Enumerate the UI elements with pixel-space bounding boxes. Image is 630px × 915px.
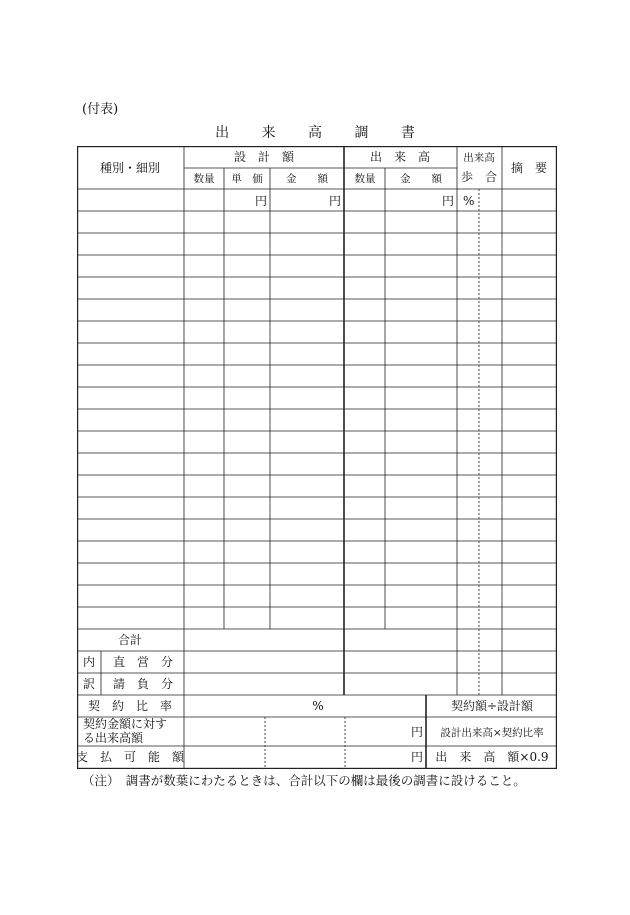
title-char: 来	[261, 125, 276, 141]
direct-part-label: 直 営 分	[112, 655, 174, 669]
progress-rate-percent: %	[463, 194, 475, 208]
title-char: 書	[400, 125, 415, 141]
payable-amount-label: 支 払 可 能 額	[75, 750, 185, 764]
progress-rate-header-line1: 出来高	[463, 152, 495, 164]
table-grid	[77, 146, 557, 769]
design-unit-price-header: 単 価	[231, 173, 263, 185]
col-type-detail-header: 種別・細別	[99, 161, 161, 175]
progress-survey-table	[77, 146, 557, 769]
design-amount-header: 設 計 額	[233, 150, 295, 164]
breakdown-label-2: 訳	[82, 677, 96, 691]
unit-price-yen: 円	[254, 194, 267, 208]
breakdown-label-1: 内	[82, 655, 96, 669]
contract-amount-label-line1: 契約金額に対す	[83, 717, 168, 731]
contract-ratio-formula: 契約額÷設計額	[450, 699, 534, 713]
contract-amount-label-line2: る出来高額	[83, 731, 144, 745]
design-quantity-header: 数量	[193, 173, 215, 185]
attachment-label: (付表)	[82, 102, 119, 117]
progress-quantity-header: 数量	[354, 173, 376, 185]
contract-part-label: 請 負 分	[112, 677, 174, 691]
title-char: 出	[215, 125, 230, 141]
contract-amount-yen: 円	[410, 725, 423, 739]
remarks-header: 摘 要	[510, 161, 548, 175]
payable-amount-formula: 出 来 高 額×0.9	[435, 750, 549, 764]
title-char: 高	[308, 125, 322, 141]
title-char: 調	[354, 125, 369, 141]
contract-amount-formula: 設計出来高×契約比率	[440, 727, 544, 739]
design-amount-subheader: 金 額	[286, 173, 328, 185]
progress-header: 出 来 高	[369, 150, 431, 164]
progress-rate-header-line2: 歩 合	[460, 170, 498, 184]
progress-amount-yen: 円	[441, 194, 454, 208]
progress-amount-subheader: 金 額	[400, 173, 442, 185]
contract-ratio-percent: %	[312, 699, 324, 713]
page-title	[0, 122, 630, 142]
contract-ratio-label: 契 約 比 率	[87, 699, 173, 713]
payable-amount-yen: 円	[410, 750, 423, 764]
footnote: （注） 調書が数葉にわたるときは、合計以下の欄は最後の調書に設けること。	[82, 773, 526, 788]
total-row-label: 合計	[117, 633, 143, 647]
design-amount-yen: 円	[328, 194, 341, 208]
